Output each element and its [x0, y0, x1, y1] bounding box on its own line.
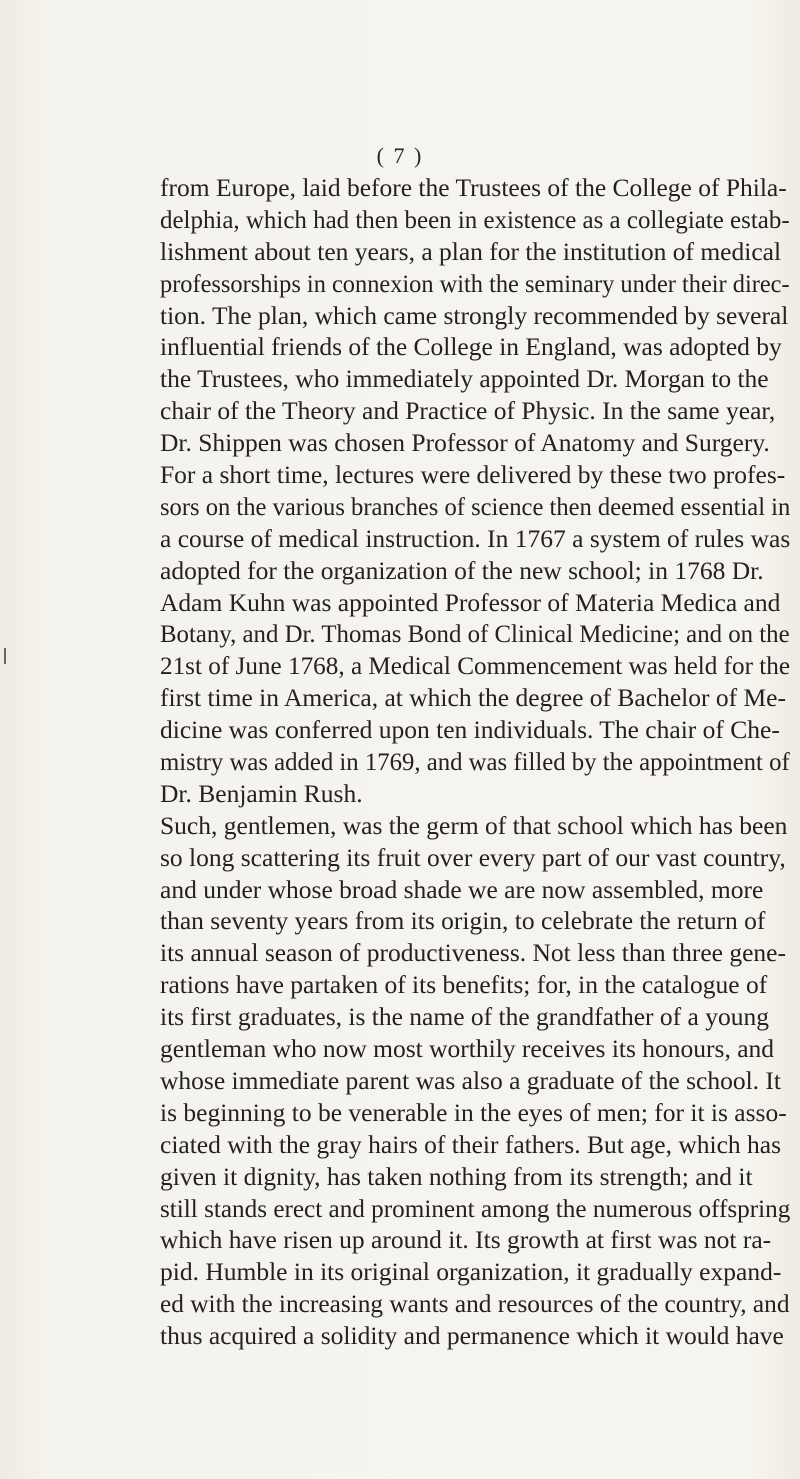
text-line: rations have partaken of its benefits; for, in the catalogue of [160, 970, 768, 1000]
text-line: tion. The plan, which came strongly recommended by several [160, 300, 789, 330]
text-line: mistry was added in 1769, and was filled by the appointment of [160, 747, 790, 777]
text-line: influential friends of the College in England, was adopted by [160, 332, 782, 362]
text-line: ciated with the gray hairs of their fathers. But age, which has [160, 1129, 782, 1159]
text-line: so long scattering its fruit over every part of our vast country, [160, 842, 786, 872]
text-line: its annual season of productiveness. Not less than three gene- [160, 938, 786, 968]
body-text [160, 172, 790, 1352]
text-line: than seventy years from its origin, to celebrate the return of [160, 906, 766, 936]
text-line: its first graduates, is the name of the grandfather of a young [160, 1002, 769, 1032]
text-line: first time in America, at which the degree of Bachelor of Me- [160, 683, 786, 713]
text-line: Dr. Benjamin Rush. [160, 778, 363, 808]
text-line: still stands erect and prominent among the numerous offspring [160, 1193, 791, 1223]
text-line: sors on the various branches of science then deemed essential in [160, 491, 791, 521]
text-line: which have risen up around it. Its growth at first was not ra- [160, 1225, 772, 1255]
text-line: Such, gentlemen, was the germ of that school which has been [160, 810, 788, 840]
text-line: the Trustees, who immediately appointed Dr. Morgan to the [160, 364, 769, 394]
text-line: thus acquired a solidity and permanence which it would have [160, 1321, 784, 1351]
text-line: adopted for the organization of the new school; in 1768 Dr. [160, 555, 764, 585]
text-line: Adam Kuhn was appointed Professor of Materia Medica and [160, 587, 781, 617]
text-line: professorships in connexion with the seminary under their direc- [160, 268, 790, 298]
margin-mark [4, 648, 6, 664]
text-line: whose immediate parent was also a graduate of the school. It [160, 1065, 782, 1095]
text-line: pid. Humble in its original organization, it gradually expand- [160, 1257, 782, 1287]
text-line: Dr. Shippen was chosen Professor of Anatomy and Surgery. [160, 428, 770, 458]
text-line: 21st of June 1768, a Medical Commencement was held for the [160, 651, 791, 681]
page-number: ( 7 ) [376, 143, 424, 168]
text-line: Botany, and Dr. Thomas Bond of Clinical Medicine; and on the [160, 619, 790, 649]
text-line: For a short time, lectures were delivered by these two profes- [160, 460, 786, 490]
text-line: and under whose broad shade we are now assembled, more [160, 874, 764, 904]
text-line: a course of medical instruction. In 1767 a system of rules was [160, 523, 791, 553]
text-line: ed with the increasing wants and resources of the country, and [160, 1289, 790, 1319]
text-line: dicine was conferred upon ten individuals. The chair of Che- [160, 715, 780, 745]
text-line: gentleman who now most worthily receives its honours, and [160, 1034, 775, 1064]
text-line: is beginning to be venerable in the eyes of men; for it is asso- [160, 1097, 787, 1127]
text-line: chair of the Theory and Practice of Physic. In the same year, [160, 396, 776, 426]
text-line: given it dignity, has taken nothing from its strength; and it [160, 1161, 753, 1191]
text-line: lishment about ten years, a plan for the institution of medical [160, 236, 782, 266]
text-line: delphia, which had then been in existence as a collegiate estab- [160, 204, 790, 234]
text-line: from Europe, laid before the Trustees of the College of Phila- [160, 173, 787, 202]
